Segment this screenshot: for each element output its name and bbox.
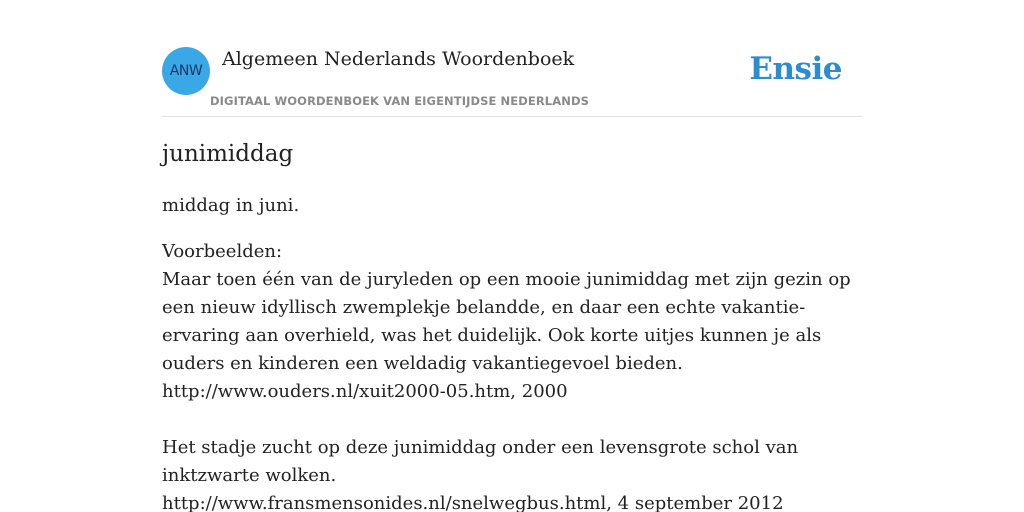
entry-content bbox=[162, 138, 862, 512]
example-text: Maar toen één van de juryleden op een mooie junimiddag met zijn gezin op een nieuw idyllisch zwemplekje belandde, en daar een echte vakantie-ervaring aan overhield, was het duidelijk. Ook korte uitjes kunnen je als ouders en kinderen een weldadig vakantiegevoel bieden. bbox=[162, 269, 851, 374]
dictionary-subtitle: DIGITAAL WOORDENBOEK VAN EIGENTIJDSE NEDERLANDS bbox=[210, 94, 589, 108]
example-item bbox=[162, 266, 862, 406]
headword: junimiddag bbox=[162, 141, 294, 167]
example-source: http://www.ouders.nl/xuit2000-05.htm, 2000 bbox=[162, 381, 568, 402]
definition: middag in juni. bbox=[162, 195, 300, 216]
examples-label: Voorbeelden: bbox=[162, 241, 283, 262]
logo-text: ANW bbox=[169, 63, 203, 79]
example-item bbox=[162, 434, 862, 512]
ensie-logo[interactable]: Ensie bbox=[749, 51, 842, 87]
dictionary-title[interactable]: Algemeen Nederlands Woordenboek bbox=[222, 48, 575, 70]
anw-logo[interactable] bbox=[162, 47, 210, 95]
example-text: Het stadje zucht op deze junimiddag onder een levensgrote schol van inktzwarte wolken. bbox=[162, 437, 799, 486]
site-header bbox=[162, 46, 862, 117]
example-source: http://www.fransmensonides.nl/snelwegbus.html, 4 september 2012 bbox=[162, 493, 784, 512]
